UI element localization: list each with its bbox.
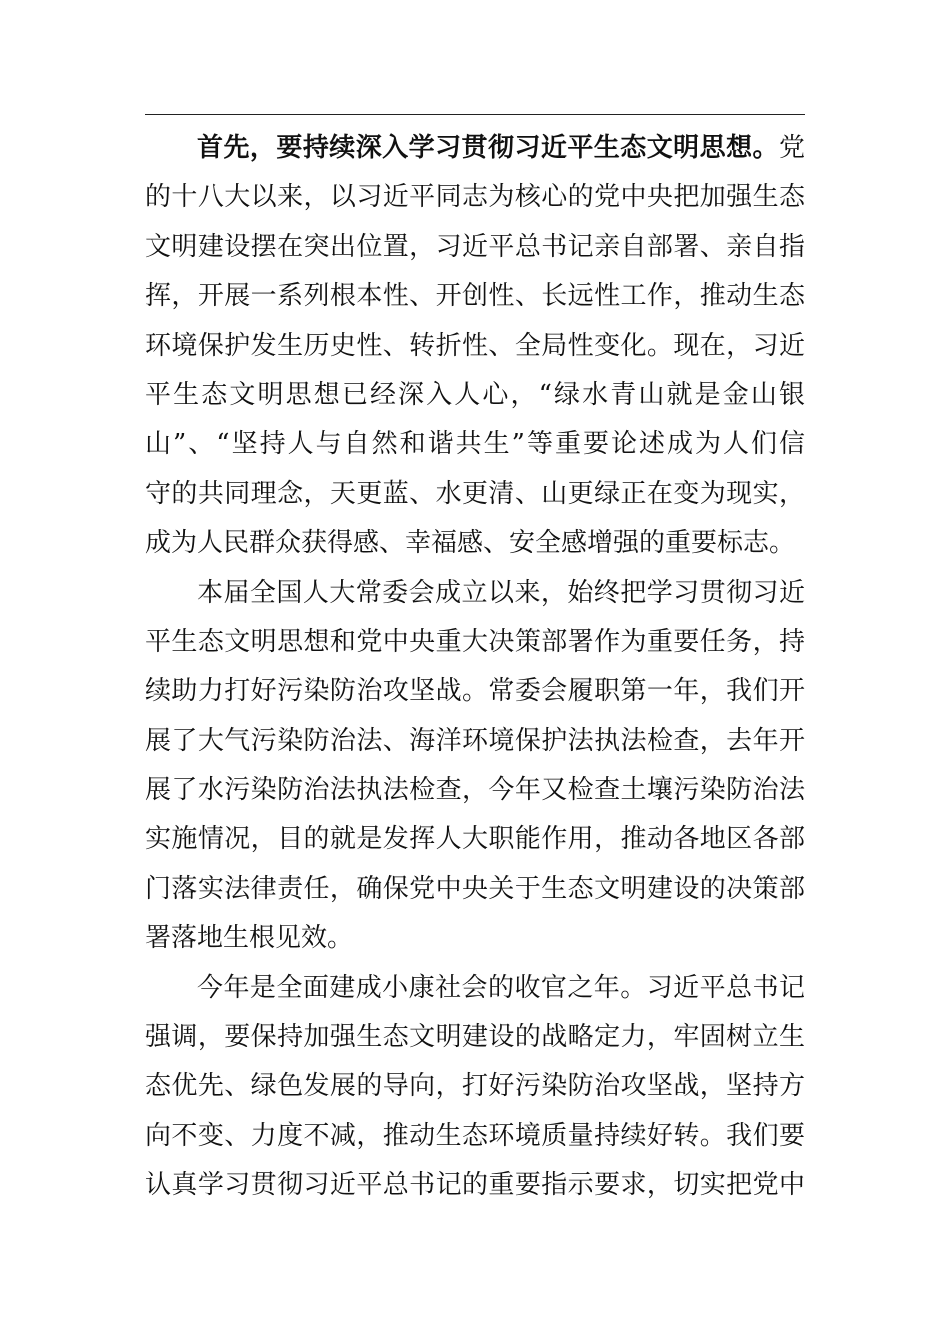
paragraph-2-line-3: 续助力打好污染防治攻坚战。常委会履职第一年，我们开: [145, 676, 805, 707]
paragraph-2-line-8: 署落地生根见效。: [145, 923, 354, 954]
paragraph-1-line-7: 山”、“坚持人与自然和谐共生”等重要论述成为人们信: [145, 429, 805, 460]
paragraph-2-line-7: 门落实法律责任，确保党中央关于生态文明建设的决策部: [145, 873, 805, 904]
paragraph-1-line-4: 挥，开展一系列根本性、开创性、长远性工作，推动生态: [145, 281, 805, 312]
paragraph-1-line-9: 成为人民群众获得感、幸福感、安全感增强的重要标志。: [145, 528, 796, 559]
paragraph-1-line-3: 文明建设摆在突出位置，习近平总书记亲自部署、亲自指: [145, 231, 805, 262]
paragraph-3-line-2: 强调，要保持加强生态文明建设的战略定力，牢固树立生: [145, 1022, 805, 1053]
paragraph-2-line-2: 平生态文明思想和党中央重大决策部署作为重要任务，持: [145, 626, 805, 657]
paragraph-1-line-2: 的十八大以来，以习近平同志为核心的党中央把加强生态: [145, 182, 805, 213]
paragraph-2-line-1: 本届全国人大常委会成立以来，始终把学习贯彻习近: [197, 577, 805, 608]
paragraph-3-line-4: 向不变、力度不减，推动生态环境质量持续好转。我们要: [145, 1120, 805, 1151]
paragraph-1-line-1: [145, 124, 805, 173]
paragraph-2-line-6: 实施情况，目的就是发挥人大职能作用，推动各地区各部: [145, 824, 805, 855]
paragraph-1-line-8: 守的共同理念，天更蓝、水更清、山更绿正在变为现实，: [145, 478, 805, 509]
paragraph-3-line-1: 今年是全面建成小康社会的收官之年。习近平总书记: [197, 972, 805, 1003]
line-text: 党: [778, 133, 805, 163]
paragraph-3-line-5: 认真学习贯彻习近平总书记的重要指示要求，切实把党中: [145, 1170, 805, 1201]
header-rule: [145, 114, 805, 115]
paragraph-1-line-5: 环境保护发生历史性、转折性、全局性变化。现在，习近: [145, 330, 805, 361]
paragraph-2-line-4: 展了大气污染防治法、海洋环境保护法执法检查，去年开: [145, 725, 805, 756]
body-text: [145, 124, 805, 1211]
paragraph-3-line-3: 态优先、绿色发展的导向，打好污染防治攻坚战，坚持方: [145, 1071, 805, 1102]
bold-lead-sentence: 首先，要持续深入学习贯彻习近平生态文明思想。: [197, 133, 779, 163]
paragraph-2-line-5: 展了水污染防治法执法检查，今年又检查土壤污染防治法: [145, 775, 805, 806]
paragraph-1-line-6: 平生态文明思想已经深入人心，“绿水青山就是金山银: [145, 379, 805, 410]
